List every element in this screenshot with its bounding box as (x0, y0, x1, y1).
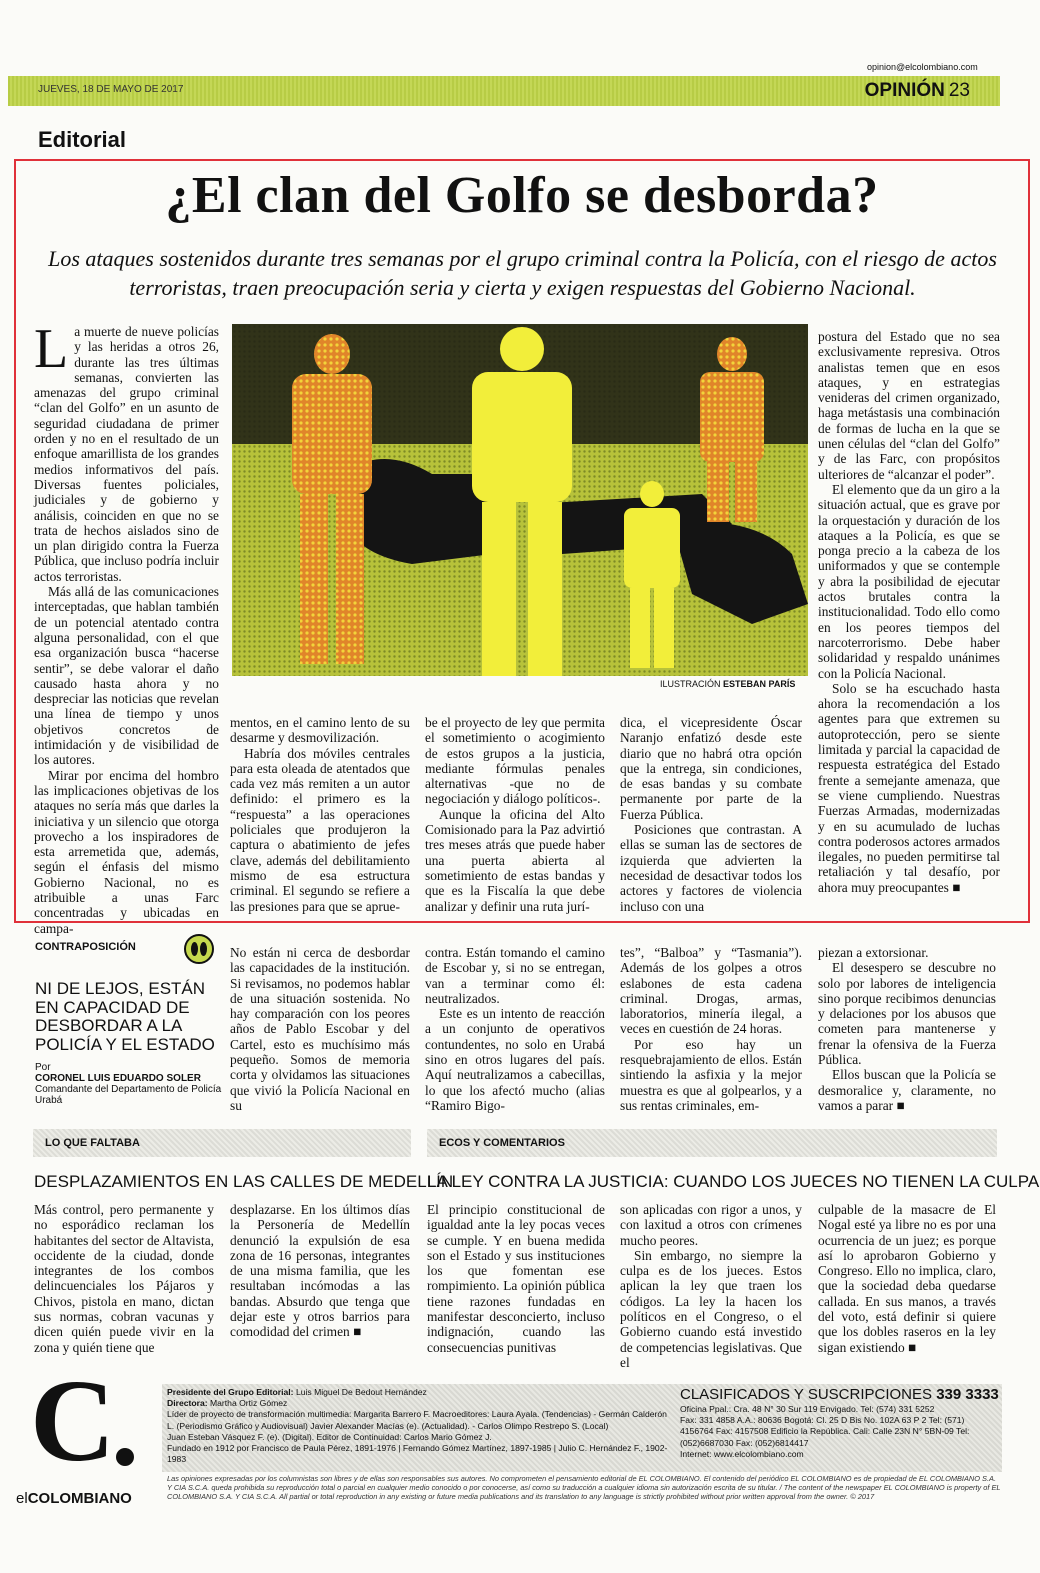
article-paragraph: piezan a extorsionar. (818, 945, 929, 960)
contraposicion-column-4 (818, 945, 996, 1113)
article-paragraph: contra. Están tomando el camino de Escobar y, si no se entregan, van a terminar como él: neutralizados. (425, 945, 605, 1006)
page-number: 23 (948, 80, 970, 101)
contraposicion-column-1 (230, 945, 410, 1113)
editorial-dek: Los ataques sostenidos durante tres semanas por el grupo criminal contra la Policía, con el riesgo de actos terroristas, traen preocupación seria y cierta y exigen respuestas del Gobierno Nacional. (48, 246, 997, 300)
soldiers-illustration (232, 324, 808, 676)
editorial-paragraph: Habría dos móviles centrales para esta oleada de atentados que cada vez más remiten a un autor definido: el primero es la “respuesta” a las operaciones policiales que produjeron la captura o abatimiento de jefes clave, además del debilitamiento mismo de esa estructura criminal. El segundo se refiere a las presiones para que se aprue- (230, 745, 410, 914)
office-line: 4156764 Fax: 4157508 Edificio la República. Cali: Calle 23N N° 5BN-09 Tel: (680, 1426, 970, 1437)
issue-date: JUEVES, 18 DE MAYO DE 2017 (38, 84, 184, 95)
contraposicion-title: NI DE LEJOS, ESTÁN EN CAPACIDAD DE DESBORDAR A LA POLICÍA Y EL ESTADO (35, 979, 215, 1054)
editorial-column-1 (34, 318, 219, 936)
editorial-headline: ¿El clan del Golfo se desborda? (165, 167, 879, 224)
ecos-column-2 (620, 1202, 802, 1370)
lo-que-faltaba-title: DESPLAZAMIENTOS EN LAS CALLES DE MEDELLÍN (34, 1172, 454, 1191)
section-header-bar (8, 76, 1000, 106)
ecos-title: LA LEY CONTRA LA JUSTICIA: CUANDO LOS JUECES NO TIENEN LA CULPA (427, 1172, 1040, 1191)
article-paragraph: Por eso hay un resquebrajamiento de ellos. Están sintiendo la asfixia y la mejor muestra es que al golpearlos, y a sus rentas criminales, em- (620, 1036, 802, 1113)
ecos-column-3 (818, 1202, 996, 1355)
masthead-line: Fundado en 1912 por Francisco de Paula Pérez, 1891-1976 | Fernando Gómez Martínez, 1897-1985 | Julio C. Hernández F., 1902-1983 (167, 1443, 668, 1465)
office-line: (052)6687030 Fax: (052)6814417 (680, 1437, 809, 1448)
masthead-line: Líder de proyecto de transformación multimedia: Margarita Barrero F. Macroeditores: Laura Ayala. (Tendencias) - Germán Calderón L. (Periodismo Gráfico y Audiovisual) Javier Alexander Macías (e). (Actualidad). - Carlos Olimpo Restrepo S. (Local) (167, 1409, 667, 1431)
section-email[interactable]: opinion@elcolombiano.com (867, 62, 978, 72)
byline-por: Por (35, 1062, 51, 1073)
brand-name: elCOLOMBIANO (16, 1490, 132, 1507)
logo-dot (116, 1448, 134, 1466)
article-paragraph: desplazarse. En los últimos días la Personería de Medellín denunció la expulsión de esa zona de 16 personas, integrantes de una misma familia, que les resultaban incómodas a las bandas. Absurdo que tenga que dejar este y otros barrios para comodidad del crimen ■ (230, 1202, 410, 1340)
ecos-bar (427, 1129, 997, 1157)
masthead-staff (167, 1387, 672, 1465)
masthead-line: Presidente del Grupo Editorial: Luis Miguel De Bedout Hernández (167, 1387, 427, 1397)
lo-que-faltaba-bar (33, 1129, 411, 1157)
section-label: OPINIÓN (864, 80, 945, 101)
masthead-contact (680, 1386, 1000, 1460)
editorial-paragraph: dica, el vicepresidente Óscar Naranjo enfatizó desde este diario que no habrá otra opción que la entrega, sin condiciones, de esas bandas y su combate permanente por parte de la Fuerza Pública. (620, 715, 802, 822)
article-paragraph: El desespero se descubre no solo por labores de inteligencia sino porque recibimos denuncias y delaciones por los abusos que cometen para mantenerse y frenar la ofensiva de la Fuerza Pública. (818, 960, 996, 1068)
editorial-paragraph: El elemento que da un giro a la situación actual, que es grave por la orquestación y duración de los ataques a la Policía, es que se ponga precio a la cabeza de los uniformados y que se contemple y abra la posibilidad de ejecutar actos brutales contra la institucionalidad. Todo ello como en los peores tiempos del narcoterrorismo. Debe haber solidaridad y respaldo unánimes con la Policía Nacional. (818, 481, 1000, 681)
editorial-paragraph: Aunque la oficina del Alto Comisionado para la Paz advirtió tres meses atrás que puede haber una puerta abierta al sometimiento de estas bandas y que es la Fiscalía la que debe analizar y definir una ruta jurí- (425, 806, 605, 914)
article-paragraph: Este es un intento de reacción a un conjunto de operativos contundentes, no solo en Urabá sino en otros lugares del país. Aquí neutralizamos a cabecillas, lo que los afectó mucho (alias “Ramiro Bigo- (425, 1006, 605, 1113)
editorial-column-4 (620, 715, 802, 914)
article-paragraph: El principio constitucional de igualdad ante la ley pocas veces se cumple. Y en buena medida son el Estado y sus instituciones los que fomentan ese rompimiento. La opinión pública tiene razones fundadas en manifestar desconcierto, incluso indignación, cuando las consecuencias punitivas (427, 1202, 605, 1355)
editorial-paragraph: be el proyecto de ley que permita el sometimiento o acogimiento de estos grupos a la justicia, mediante fórmulas penales alternativas -que no de negociación y diálogo políticos-. (425, 715, 605, 807)
byline-role: Comandante del Departamento de Policía Urabá (35, 1084, 222, 1106)
editorial-column-2 (230, 715, 410, 914)
byline-author: CORONEL LUIS EDUARDO SOLER (35, 1073, 201, 1084)
article-paragraph: No están ni cerca de desbordar las capacidades de la institución. Si revisamos, no podemos hablar de una situación sostenida. No hay comparación con los peores años de Pablo Escobar y del Cartel, esto es muchísimo más pequeño. Somos de memoria corta y olvidamos las situaciones que vivió la Policía Nacional en su (230, 945, 410, 1113)
drop-cap: L (34, 318, 69, 380)
office-line: Fax: 331 4858 A.A.: 80636 Bogotá: Cl. 25 D Bis No. 102A 63 P 2 Tel: (571) (680, 1415, 965, 1426)
section-name (865, 80, 970, 102)
contraposicion-column-3 (620, 945, 802, 1113)
masthead-line: Directora: Martha Ortiz Gómez (167, 1398, 288, 1409)
ecos-column-1 (427, 1202, 605, 1355)
editorial-paragraph: Posiciones que contrastan. A ellas se suman las de sectores de izquierda que advierten la necesidad de desactivar todos los actores y factores de violencia incluso con una (620, 822, 802, 914)
editorial-paragraph: postura del Estado que no sea exclusivamente represiva. Otros analistas temen que en esos ataques, y en estrategias venideras del crimen organizado, haga metástasis una combinación de formas de lucha en la que se unen células del “clan del Golfo” y de las Farc, con propósitos ulteriores de “alcanzar el poder”. (818, 329, 1000, 482)
editorial-column-3 (425, 715, 605, 914)
editorial-paragraph: Mirar por encima del hombro las implicaciones objetivas de los ataques no sería más que darles la iniciativa y un silencio que otorga provecho a los inspiradores de esta arremetida que, además, según el énfasis del mismo Gobierno Nacional, no es atribuible a unas Farc concentradas y ubicadas en campa- (34, 767, 219, 936)
newspaper-logo (22, 1355, 142, 1490)
editorial-paragraph: La muerte de nueve policías y las heridas a otros 26, durante las tres últimas semanas, convierten las amenazas del grupo criminal “clan del Golfo” en un asunto de seguridad ciudadana de primer orden y no en el resultado de un enfoque amarillista de los grandes medios informativos del país. Diversas fuentes policiales, judiciales y de gobierno y análisis, coinciden en que no se trata de hechos aislados sino de un plan dirigido contra la Fuerza Pública, que incluso podría incluir actos terroristas. (34, 318, 219, 584)
article-paragraph: tes”, “Balboa” y “Tasmania”). Además de los golpes a otros eslabones de esta cadena criminal. Drogas, armas, laboratorios, minería ilegal, a veces en cuestión de 24 horas. (620, 945, 802, 1037)
illustration-credit: ILUSTRACIÓN ESTEBAN PARÍS (660, 679, 796, 689)
editorial-column-5 (818, 329, 1000, 895)
contraposicion-kicker: CONTRAPOSICIÓN (35, 941, 136, 953)
editorial-paragraph: mentos, en el camino lento de su desarme y desmovilización. (230, 715, 410, 746)
classifieds-line: CLASIFICADOS Y SUSCRIPCIONES 339 3333 (680, 1386, 999, 1403)
lo-que-faltaba-column-1 (34, 1202, 214, 1355)
legal-disclaimer: Las opiniones expresadas por los columnistas son libres y de ellas son responsables sus autores. No comprometen el pensamiento editorial de EL COLOMBIANO. El contenido del periódico EL COLOMBIANO es de propiedad de EL COLOMBIANO S.A. Y CIA S.C.A. queda prohibida su reproducción total o parcial en cualquier medio conocido o por conocerse, así como su traducción a cualquier idioma sin autorización escrita de su titular. / The content of the newspaper EL COLOMBIANO is property of EL COLOMBIANO S.A. Y CIA S.C.A. All partial or total reproduction in any existing or future media publications and its translation to any language is strictly prohibited without prior written approval from the owner. © 2017 (167, 1474, 1001, 1501)
article-paragraph: culpable de la masacre de El Nogal esté ya libre no es por una ocurrencia de un juez; es porque así lo aprobaron Gobierno y Congreso. Ello no implica, claro, que la sociedad deba quedarse callada. En sus manos, a través del voto, está definir si quiere que los dobles raseros en la ley sigan existiendo ■ (818, 1202, 996, 1355)
article-paragraph: Ellos buscan que la Policía se desmoralice y, claramente, no vamos a parar ■ (818, 1067, 996, 1113)
editorial-label: Editorial (38, 127, 127, 152)
editorial-paragraph: Más allá de las comunicaciones interceptadas, que hablan también de un potencial atentado contra alguna personalidad, con el que esa organización busca “hacerse sentir”, se debe valorar el daño causado hasta ahora y no despreciar las noticias que revelan una línea de tiempo y unos objetivos concretos de intimidación y de visibilidad de los autores. (34, 584, 219, 768)
logo-letter: C (30, 1355, 116, 1486)
article-paragraph: Sin embargo, no siempre la culpa es de los jueces. Estos aplican la ley que traen los códigos. La ley la hacen los políticos en el Congreso, o el Gobierno cuando está investido de competencias legislativas. Que el (620, 1247, 802, 1370)
masthead-line: Juan Esteban Vásquez F. (e). (Digital). Editor de Continuidad: Carlos Mario Gómez J. (167, 1431, 492, 1442)
lo-que-faltaba-kicker: LO QUE FALTABA (45, 1137, 140, 1149)
ecos-kicker: ECOS Y COMENTARIOS (439, 1137, 565, 1149)
contraposicion-column-2 (425, 945, 605, 1113)
article-paragraph: son aplicadas con rigor a unos, y con laxitud a otros con crímenes mucho peores. (620, 1202, 802, 1248)
office-line: Oficina Ppal.: Cra. 48 N° 30 Sur 119 Envigado. Tel: (574) 331 5252 (680, 1404, 935, 1414)
contraposicion-icon (184, 934, 214, 964)
article-paragraph: Más control, pero permanente y no esporádico reclaman los habitantes del sector de Altavista, occidente de la ciudad, donde integrantes de los combos delincuenciales los Pájaros y Chivos, pistola en mano, dictan sus normas, cobran vacunas y dicen quién puede vivir en la zona y quién tiene que (34, 1202, 214, 1355)
editorial-paragraph: Solo se ha escuchado hasta ahora la recomendación a los agentes para que extremen su autoprotección, pero se siente limitada y parcial la capacidad de respuesta estratégica del Estado frente a semejante amenaza, que se viene cumpliendo. Nuestras Fuerzas Armadas, modernizadas y en su acumulado de luchas contra poderosos actores armados ilegales, no pueden permitirse tal retaliación y tal desafío, por ahora muy preocupantes ■ (818, 680, 1000, 895)
lo-que-faltaba-column-2 (230, 1202, 410, 1340)
website-link[interactable]: Internet: www.elcolombiano.com (680, 1448, 804, 1459)
